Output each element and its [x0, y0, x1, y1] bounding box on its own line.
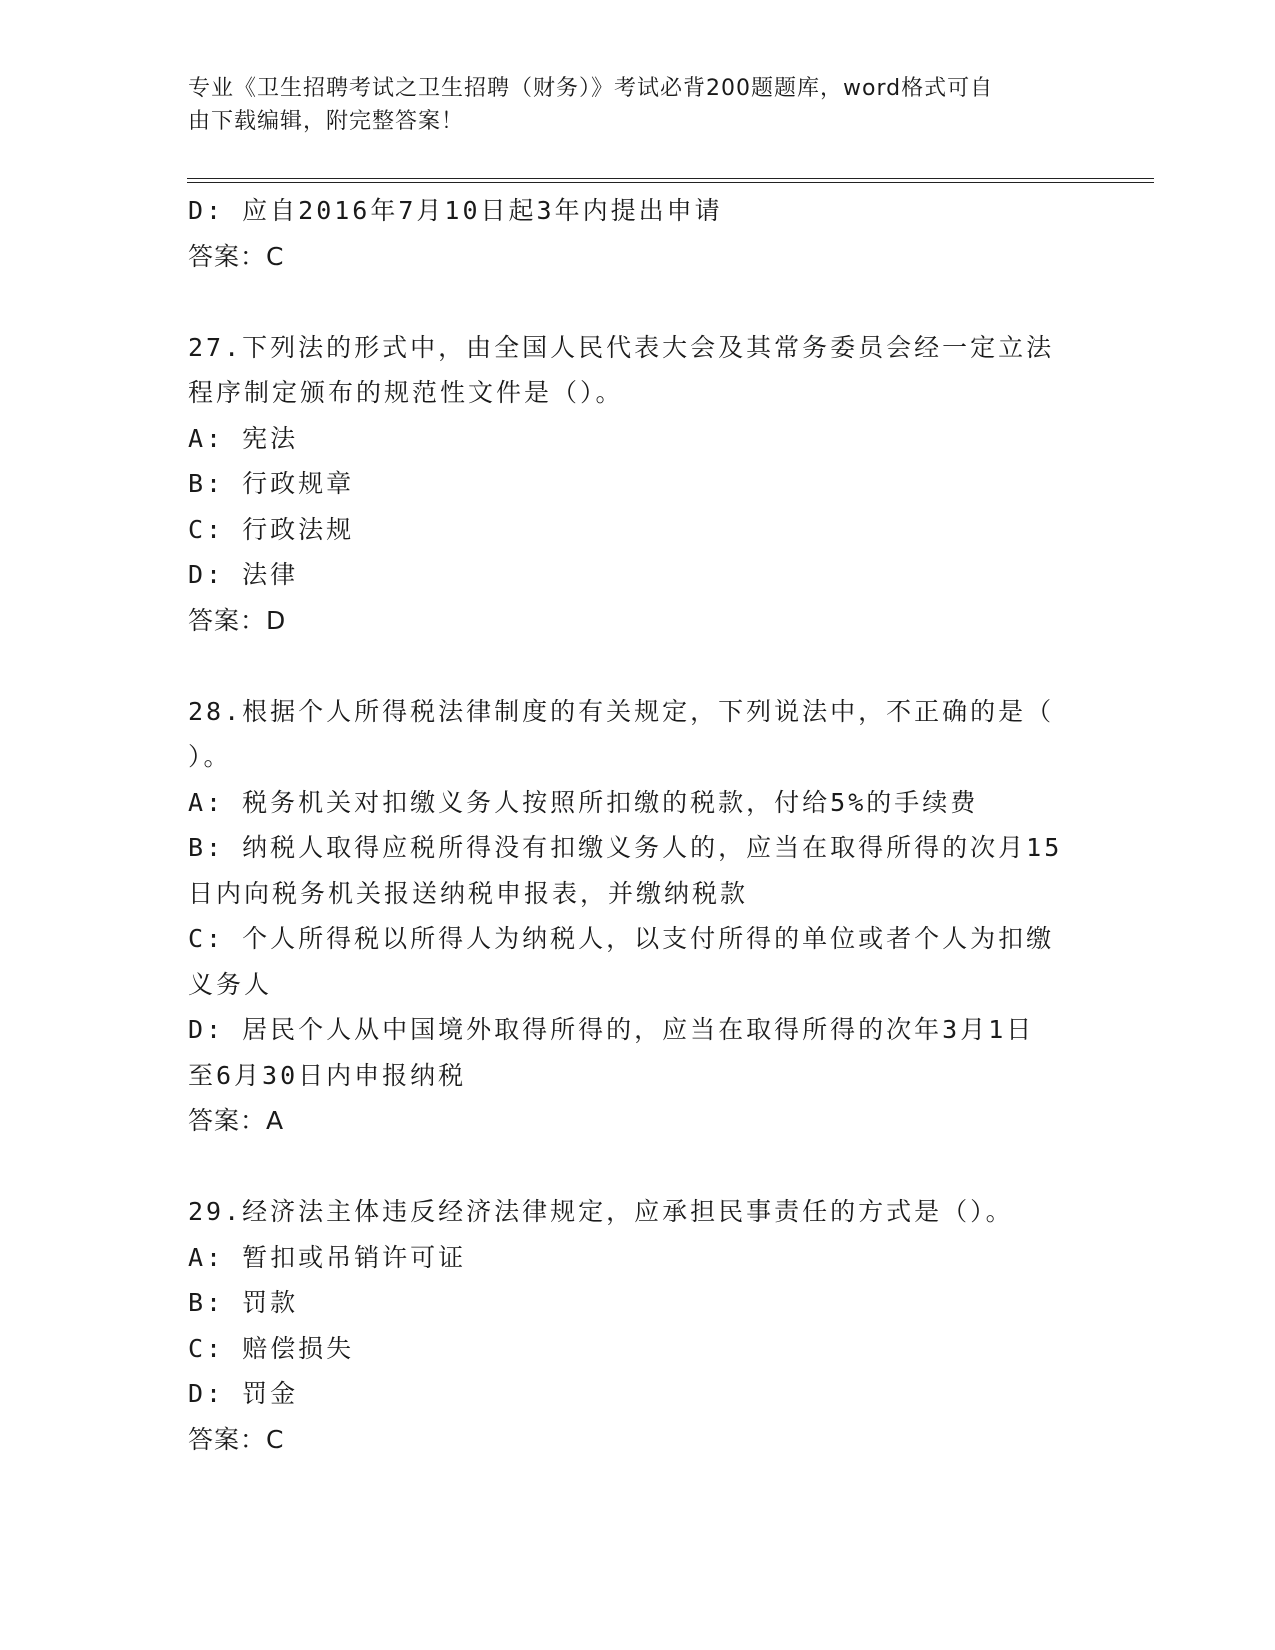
previous-answer: 答案：C [188, 241, 285, 271]
question-option: B: 纳税人取得应税所得没有扣缴义务人的，应当在取得所得的次月15 [188, 833, 1063, 862]
question-option: B: 行政规章 [188, 469, 355, 498]
page-header [188, 72, 1068, 138]
question-option: C: 赔偿损失 [188, 1333, 355, 1363]
header-line-2: 由下载编辑，附完整答案！ [188, 109, 465, 134]
question-spacer [188, 643, 1088, 689]
header-divider [187, 178, 1154, 183]
question-answer: 答案：C [188, 1424, 285, 1454]
question-block [188, 689, 1088, 1144]
question-option: C: 个人所得税以所得人为纳税人，以支付所得的单位或者个人为扣缴 [188, 924, 1055, 953]
question-option: A: 税务机关对扣缴义务人按照所扣缴的税款，付给5%的手续费 [188, 787, 979, 817]
question-block [188, 325, 1088, 644]
question-answer: 答案：D [188, 605, 287, 635]
question-answer: 答案：A [188, 1106, 285, 1135]
header-line-1: 专业《卫生招聘考试之卫生招聘（财务）》考试必背200题题库，word格式可自 [188, 76, 994, 101]
previous-option-d: D: 应自2016年7月10日起3年内提出申请 [188, 196, 723, 225]
question-option: 日内向税务机关报送纳税申报表，并缴纳税款 [188, 878, 749, 908]
question-block [188, 1189, 1088, 1462]
question-option: D: 罚金 [188, 1379, 299, 1408]
question-spacer [188, 279, 1088, 325]
question-option: B: 罚款 [188, 1288, 299, 1317]
question-option: A: 暂扣或吊销许可证 [188, 1242, 467, 1272]
question-option: 义务人 [188, 969, 273, 999]
question-option: D: 法律 [188, 560, 299, 589]
question-stem: 28.根据个人所得税法律制度的有关规定，下列说法中，不正确的是（ [188, 696, 1055, 726]
questions-container [188, 279, 1088, 1462]
question-option: D: 居民个人从中国境外取得所得的，应当在取得所得的次年3月1日 [188, 1015, 1035, 1044]
question-stem: 27.下列法的形式中，由全国人民代表大会及其常务委员会经一定立法 [188, 332, 1055, 362]
question-stem: 29.经济法主体违反经济法律规定，应承担民事责任的方式是（）。 [188, 1197, 1014, 1226]
question-stem: ）。 [188, 742, 232, 771]
question-list [188, 188, 1088, 1462]
question-option: C: 行政法规 [188, 514, 355, 544]
question-option: A: 宪法 [188, 423, 299, 453]
question-option: 至6月30日内申报纳税 [188, 1060, 467, 1090]
question-spacer [188, 1144, 1088, 1190]
question-stem: 程序制定颁布的规范性文件是（）。 [188, 378, 624, 407]
